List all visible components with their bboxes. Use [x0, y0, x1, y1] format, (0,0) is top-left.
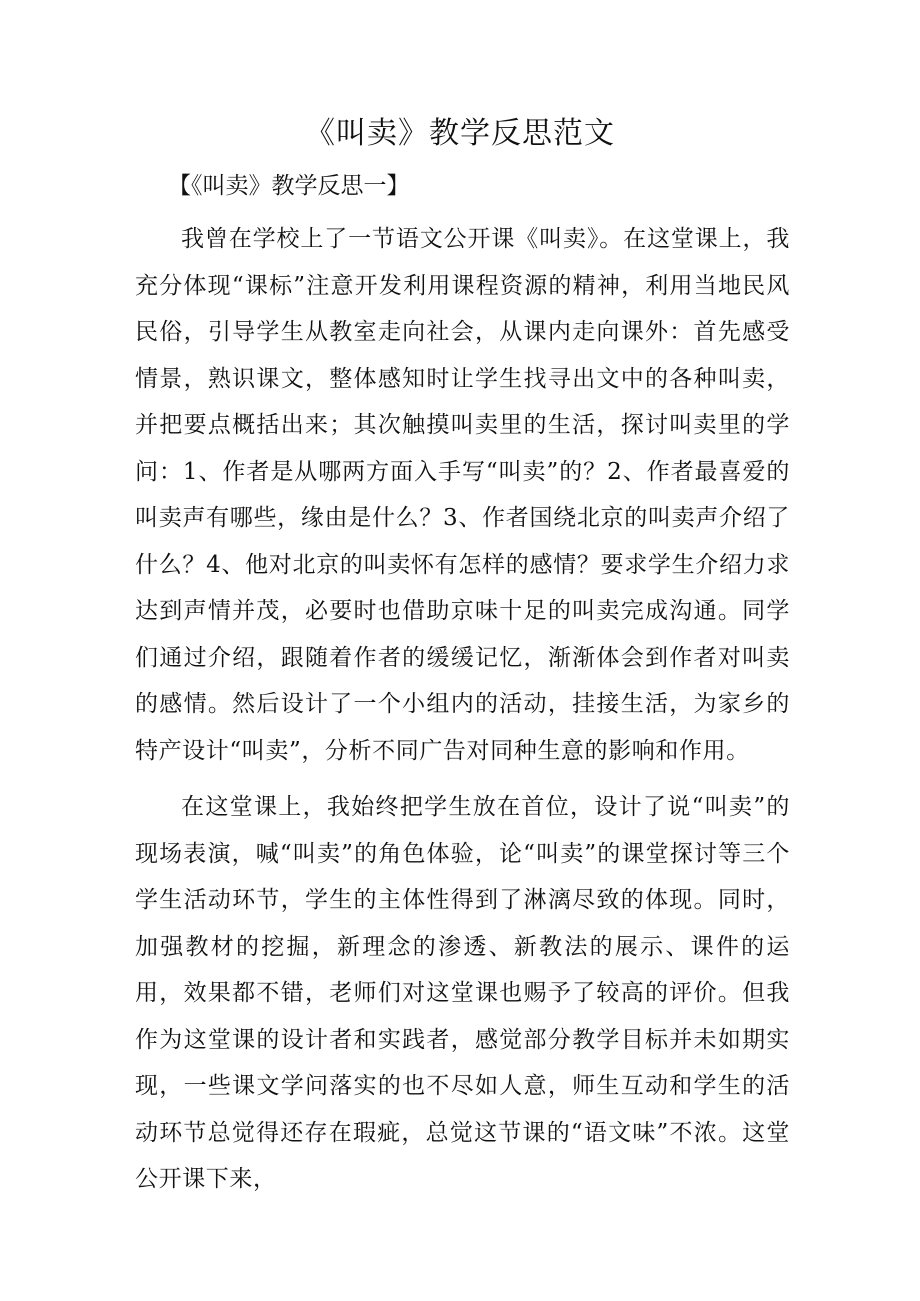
document-body — [135, 216, 790, 1203]
paragraph: 我曾在学校上了一节语文公开课《叫卖》。在这堂课上，我充分体现“课标”注意开发利用课程资源的精神，利用当地民风民俗，引导学生从教室走向社会，从课内走向课外：首先感受情景，熟识课文，整体感知时让学生找寻出文中的各种叫卖，并把要点概括出来；其次触摸叫卖里的生活，探讨叫卖里的学问：1、作者是从哪两方面入手写“叫卖”的？2、作者最喜爱的叫卖声有哪些，缘由是什么？3、作者国绕北京的叫卖声介绍了什么？4、他对北京的叫卖怀有怎样的感情？要求学生介绍力求达到声情并茂，必要时也借助京味十足的叫卖完成沟通。同学们通过介绍，跟随着作者的缓缓记忆，渐渐体会到作者对叫卖的感情。然后设计了一个小组内的活动，挂接生活，为家乡的特产设计“叫卖”，分析不同广告对同种生意的影响和作用。 — [135, 226, 790, 764]
paragraph: 在这堂课上，我始终把学生放在首位，设计了说“叫卖”的现场表演，喊“叫卖”的角色体验，论“叫卖”的课堂探讨等三个学生活动环节，学生的主体性得到了淋漓尽致的体现。同时，加强教材的挖掘，新理念的渗透、新教法的展示、课件的运用，效果都不错，老师们对这堂课也赐予了较高的评价。但我作为这堂课的设计者和实践者，感觉部分教学目标并未如期实现，一些课文学问落实的也不尽如人意，师生互动和学生的活动环节总觉得还存在瑕疵，总觉这节课的“语文味”不浓。这堂公开课下来， — [135, 794, 790, 1192]
document-title: 《叫卖》教学反思范文 — [305, 116, 615, 151]
section-heading: 【《叫卖》教学反思一】 — [168, 173, 410, 199]
